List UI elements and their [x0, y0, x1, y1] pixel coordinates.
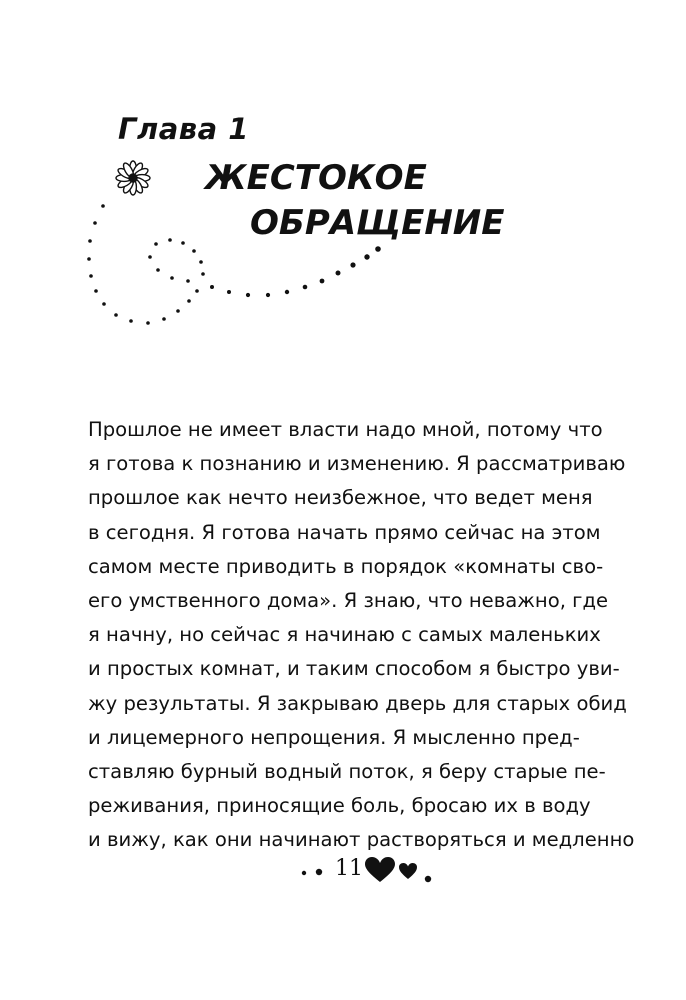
page-footer	[300, 852, 440, 892]
chapter-title	[205, 156, 505, 246]
heart-icon	[399, 863, 417, 879]
body-line: ставляю бурный водный поток, я беру старые пе-	[88, 759, 606, 783]
body-line: Прошлое не имеет власти надо мной, потому что	[88, 418, 603, 441]
body-line: я начну, но сейчас я начинаю с самых маленьких	[88, 623, 601, 647]
body-line: его умственного дома». Я знаю, что неважно, где	[88, 588, 609, 612]
body-line: самом месте приводить в порядок «комнаты сво-	[88, 554, 604, 578]
body-line: жу результаты. Я закрываю дверь для старых обид	[88, 691, 627, 715]
body-line: прошлое как нечто неизбежное, что ведет меня	[88, 486, 593, 510]
dot-icon	[302, 871, 306, 875]
page-number: 11	[335, 856, 363, 881]
chapter-title-line-2: ОБРАЩЕНИЕ	[250, 203, 505, 243]
dot-icon	[316, 869, 322, 875]
daisy-flower-icon	[116, 161, 150, 195]
chapter-label: Глава 1	[118, 112, 249, 146]
body-line: и лицемерного непрощения. Я мысленно пред-	[88, 725, 580, 749]
body-line: реживания, приносящие боль, бросаю их в воду	[88, 794, 591, 818]
chapter-title-line-1: ЖЕСТОКОЕ	[205, 158, 427, 198]
body-line: и вижу, как они начинают растворяться и медленно	[88, 828, 635, 852]
footer-ornament	[300, 852, 440, 892]
heart-icon	[365, 857, 395, 882]
dot-icon	[425, 876, 431, 882]
body-line: и простых комнат, и таким способом я быстро уви-	[88, 657, 620, 681]
body-paragraph	[88, 413, 635, 857]
body-line: я готова к познанию и изменению. Я рассматриваю	[88, 452, 626, 476]
body-line: в сегодня. Я готова начать прямо сейчас на этом	[88, 520, 601, 544]
